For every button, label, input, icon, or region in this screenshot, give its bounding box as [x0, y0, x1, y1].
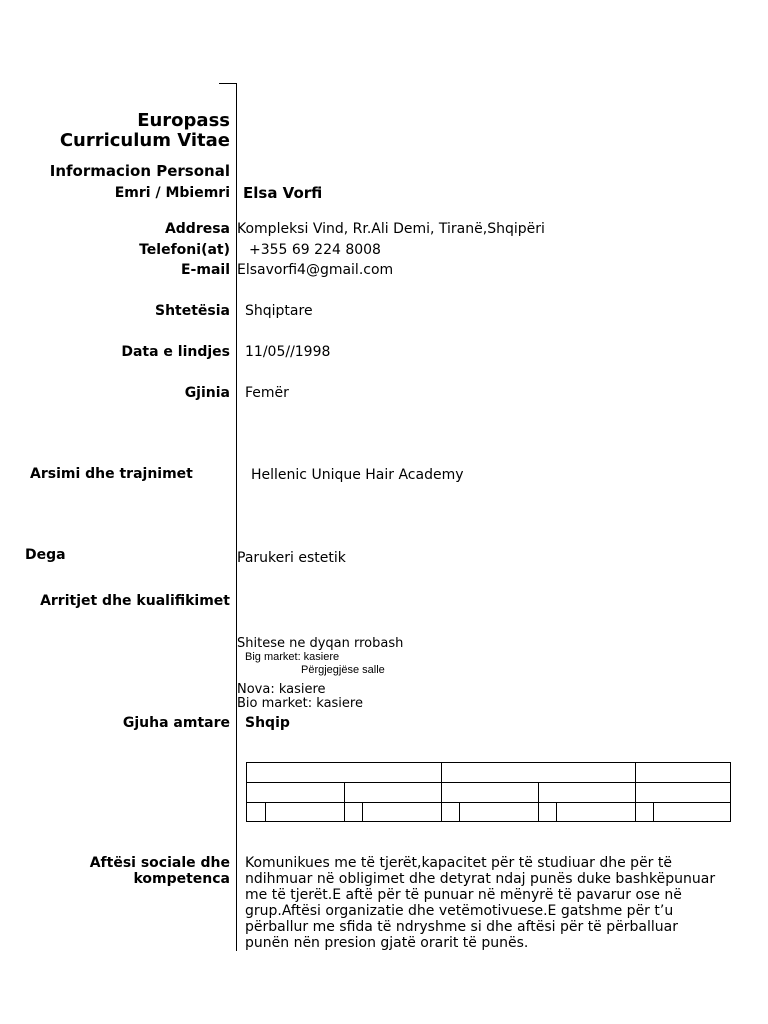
achievements-label: Arritjet dhe kualifikimet [40, 593, 230, 609]
citizenship-label: Shtetësia [154, 303, 230, 319]
social-skills-label [90, 855, 230, 887]
section-personal-info: Informacion Personal [49, 162, 230, 180]
address-label: Addresa [164, 221, 230, 237]
achievement-item: Bio market: kasiere [237, 696, 363, 711]
social-skills-line: grup.Aftësi organizatie dhe vetëmotivuese.E gatshme për t’u [245, 903, 674, 919]
grid-col-line [556, 802, 557, 821]
vertical-divider [236, 83, 237, 951]
grid-row-line [247, 782, 730, 783]
email-label: E-mail [180, 262, 230, 278]
branch-label: Dega [25, 547, 66, 563]
name-label: Emri / Mbiemri [114, 185, 230, 201]
grid-col-line [538, 782, 539, 821]
education-label: Arsimi dhe trajnimet [30, 466, 193, 482]
phone-label: Telefoni(at) [139, 242, 230, 258]
achievement-item: Shitese ne dyqan rrobash [237, 636, 404, 651]
grid-col-line [265, 802, 266, 821]
social-skills-text [245, 855, 735, 951]
grid-col-line [653, 802, 654, 821]
language-grid-table [246, 762, 731, 822]
grid-col-line [344, 782, 345, 821]
education-value: Hellenic Unique Hair Academy [251, 467, 464, 483]
social-skills-label-line-2: kompetenca [133, 871, 230, 887]
email-value[interactable]: Elsavorfi4@gmail.com [237, 262, 394, 278]
branch-value: Parukeri estetik [237, 550, 346, 566]
social-skills-line: Komunikues me të tjerët,kapacitet për të studiuar dhe për të [245, 855, 672, 871]
achievement-item: Nova: kasiere [237, 682, 326, 697]
header-tick-line [219, 83, 237, 84]
mother-tongue-label: Gjuha amtare [122, 715, 230, 731]
achievement-item: Big market: kasiere [245, 651, 340, 663]
grid-col-line [362, 802, 363, 821]
phone-value: +355 69 224 8008 [249, 242, 381, 258]
social-skills-line: përballur me sfida të ndryshme si dhe aftësi për të përballuar [245, 919, 678, 935]
name-value: Elsa Vorfi [243, 184, 323, 202]
gender-value: Femër [245, 385, 289, 401]
social-skills-line: punën nën presion gjatë orarit të punës. [245, 935, 529, 951]
social-skills-line: me të tjerët.E aftë për të punuar në mënyrë të pavarur ose në [245, 887, 682, 903]
title-line-2: Curriculum Vitae [59, 130, 230, 151]
grid-row-line [247, 802, 730, 803]
birthdate-label: Data e lindjes [121, 344, 230, 360]
document-title [60, 111, 230, 151]
social-skills-line: ndihmuar në obligimet dhe detyrat ndaj punës duke bashkëpunuar [245, 871, 716, 887]
grid-col-line [441, 763, 442, 821]
social-skills-label-line-1: Aftësi sociale dhe [89, 855, 230, 871]
citizenship-value: Shqiptare [245, 303, 313, 319]
achievement-item: Përgjegjëse salle [301, 664, 385, 676]
grid-col-line [459, 802, 460, 821]
grid-col-line [635, 763, 636, 821]
gender-label: Gjinia [184, 385, 230, 401]
title-line-1: Europass [137, 110, 230, 131]
birthdate-value: 11/05//1998 [245, 344, 331, 360]
address-value: Kompleksi Vind, Rr.Ali Demi, Tiranë,Shqipëri [237, 221, 545, 237]
mother-tongue-value: Shqip [245, 715, 290, 731]
